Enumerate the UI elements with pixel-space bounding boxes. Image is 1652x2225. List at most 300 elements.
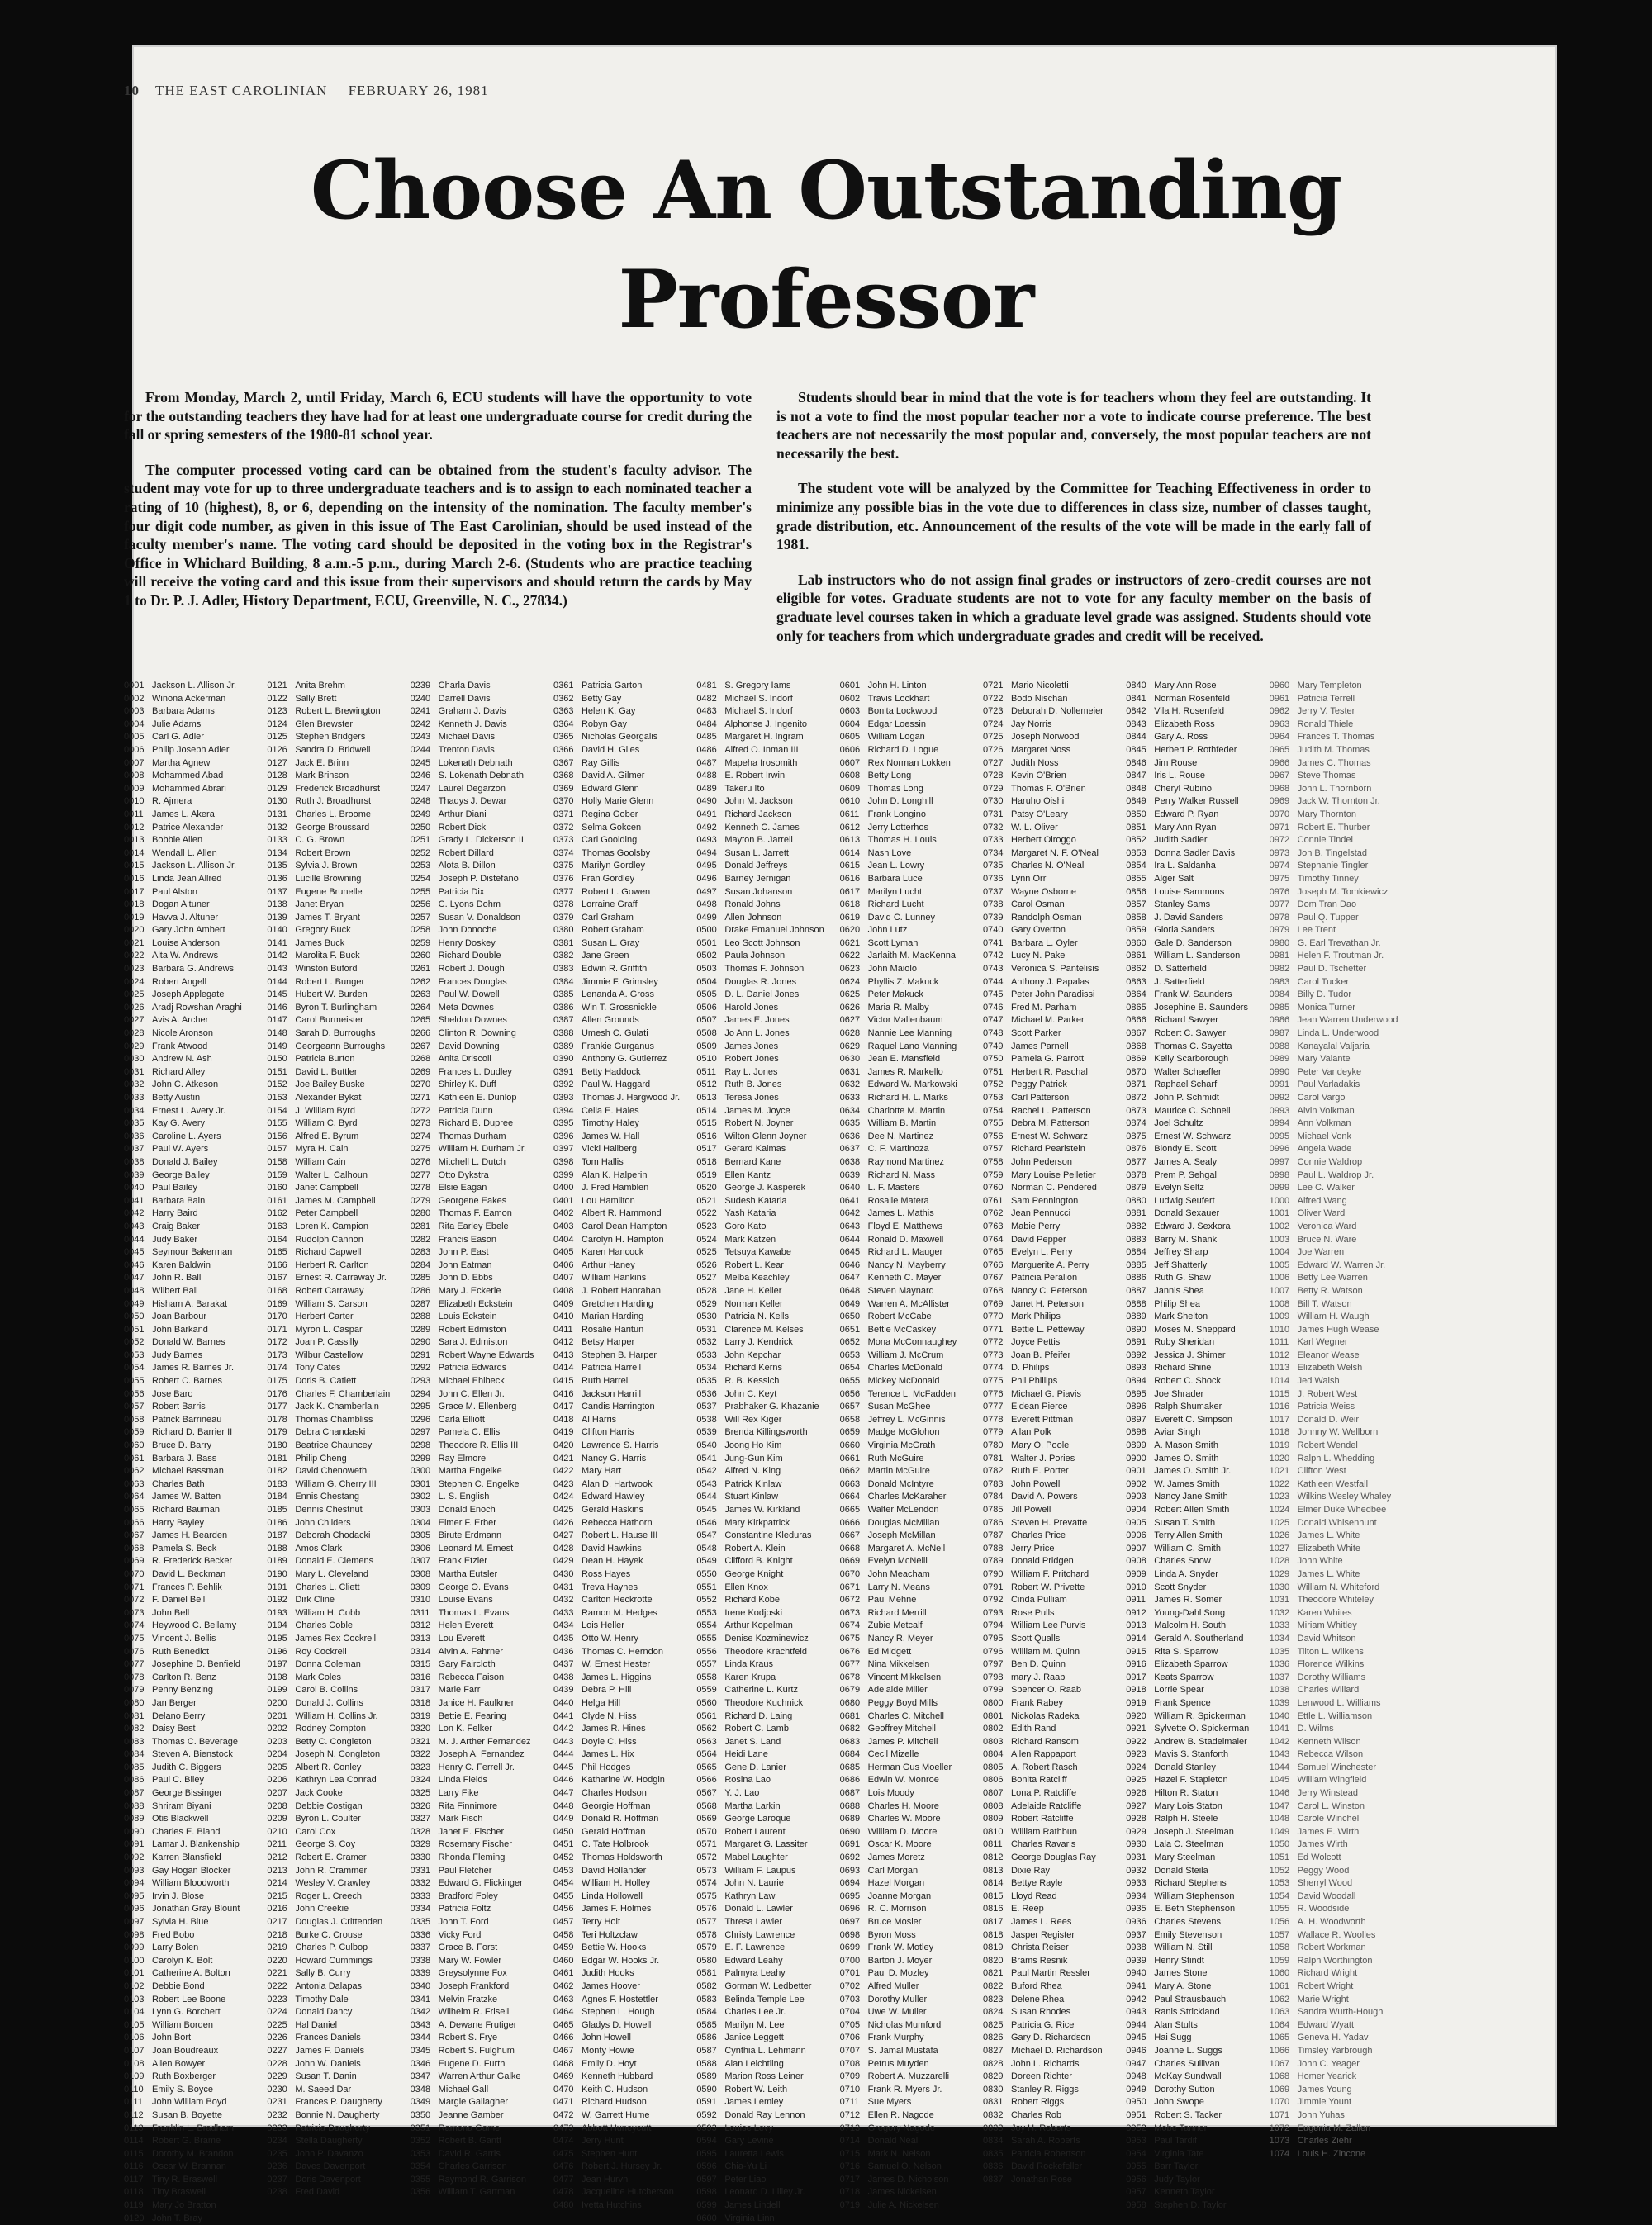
- faculty-name: Robert A. Klein: [724, 1543, 786, 1554]
- faculty-code: 0185: [267, 1505, 287, 1515]
- faculty-name: Lucy N. Pake: [1010, 951, 1066, 961]
- roster-entry: [1126, 680, 1269, 693]
- faculty-code: 0901: [1126, 1466, 1146, 1477]
- roster-entry: [267, 1362, 410, 1375]
- faculty-code: 0510: [696, 1054, 717, 1065]
- faculty-code: 0536: [696, 1388, 717, 1399]
- roster-entry: [411, 1568, 553, 1582]
- roster-entry: [1126, 757, 1269, 771]
- faculty-name: Charla Davis: [438, 681, 491, 690]
- faculty-name: Sylvia J. Brown: [295, 861, 358, 871]
- roster-entry: [124, 1877, 267, 1891]
- faculty-name: Barney Jernigan: [724, 873, 791, 884]
- roster-entry: [1126, 1723, 1269, 1736]
- faculty-code: 1060: [1269, 1968, 1290, 1979]
- roster-entry: [696, 847, 839, 861]
- faculty-code: 1025: [1269, 1517, 1290, 1528]
- roster-entry: [1270, 1053, 1412, 1066]
- roster-entry: [983, 1723, 1126, 1736]
- faculty-code: 0604: [839, 719, 861, 729]
- faculty-code: 0036: [124, 1131, 145, 1141]
- roster-entry: [696, 1955, 839, 1968]
- faculty-name: Eugene Brunelle: [295, 886, 363, 897]
- faculty-name: Jeff Shatterly: [1154, 1260, 1208, 1270]
- faculty-name: Aviar Singh: [1154, 1427, 1201, 1438]
- roster-entry: [267, 1478, 410, 1492]
- faculty-code: 0229: [267, 2071, 287, 2082]
- faculty-name: Susan B. Boyette: [152, 2109, 222, 2120]
- faculty-code: 1009: [1269, 1312, 1290, 1322]
- faculty-name: Frederick Broadhurst: [295, 783, 381, 794]
- faculty-code: 0072: [124, 1595, 145, 1606]
- faculty-name: William R. Spickerman: [1154, 1710, 1246, 1721]
- faculty-name: Paula Johnson: [724, 951, 786, 961]
- faculty-code: 0209: [267, 1814, 287, 1824]
- faculty-name: William H. Collins Jr.: [295, 1710, 378, 1721]
- faculty-name: Otis Blackwell: [152, 1814, 209, 1824]
- roster-entry: [1270, 860, 1412, 873]
- faculty-name: Rose Pulls: [1010, 1607, 1055, 1618]
- faculty-code: 0296: [410, 1414, 431, 1425]
- roster-entry: [696, 1079, 839, 1092]
- roster-entry: [1270, 1697, 1412, 1710]
- faculty-name: Adelaide Ratcliffe: [1010, 1800, 1082, 1811]
- faculty-name: Eldean Pierce: [1010, 1402, 1068, 1412]
- faculty-code: 0172: [267, 1337, 287, 1348]
- faculty-code: 0821: [982, 1968, 1004, 1979]
- faculty-code: 0925: [1126, 1775, 1146, 1786]
- faculty-code: 0983: [1269, 976, 1290, 987]
- roster-entry: [124, 1350, 267, 1363]
- faculty-name: Tiny Braswell: [152, 2187, 206, 2198]
- roster-entry: [840, 1041, 983, 1054]
- faculty-code: 0567: [696, 1788, 717, 1799]
- faculty-name: Howard Cummings: [295, 1955, 373, 1966]
- roster-entry: [1126, 809, 1269, 822]
- faculty-code: 1005: [1269, 1260, 1290, 1270]
- faculty-name: Jackson L. Allison Jr.: [152, 861, 237, 871]
- faculty-code: 0280: [410, 1208, 431, 1219]
- roster-entry: [696, 731, 839, 744]
- faculty-code: 0660: [839, 1440, 861, 1451]
- faculty-code: 0882: [1126, 1221, 1146, 1231]
- faculty-name: Charles McKaraher: [867, 1492, 947, 1502]
- roster-entry: [696, 1543, 839, 1556]
- faculty-name: Clifton West: [1297, 1466, 1346, 1477]
- faculty-code: 0182: [267, 1466, 287, 1477]
- faculty-code: 0582: [696, 1981, 717, 1991]
- faculty-name: Frank Etzler: [438, 1556, 487, 1567]
- roster-entry: [553, 1027, 696, 1041]
- roster-entry: [1270, 1401, 1412, 1414]
- roster-entry: [1126, 1916, 1269, 1929]
- roster-entry: [840, 1260, 983, 1273]
- roster-entry: [840, 770, 983, 783]
- faculty-code: 0456: [553, 1904, 574, 1914]
- faculty-code: 0954: [1126, 2148, 1146, 2159]
- faculty-name: Monty Howie: [581, 2045, 634, 2056]
- faculty-name: Nickolas Radeka: [1010, 1710, 1080, 1721]
- roster-entry: [696, 1981, 839, 1994]
- roster-entry: [983, 1865, 1126, 1878]
- faculty-code: 0250: [410, 822, 431, 833]
- roster-entry: [1126, 1800, 1269, 1814]
- faculty-code: 0344: [410, 2033, 431, 2043]
- faculty-code: 0245: [410, 757, 431, 768]
- faculty-code: 0488: [696, 771, 717, 781]
- faculty-code: 0886: [1126, 1273, 1146, 1283]
- faculty-name: Carlton Heckrotte: [581, 1595, 653, 1606]
- faculty-name: Donna Coleman: [295, 1659, 361, 1670]
- faculty-code: 0155: [267, 1118, 287, 1129]
- roster-entry: [124, 886, 267, 899]
- roster-entry: [840, 2174, 983, 2187]
- faculty-code: 1065: [1269, 2033, 1290, 2043]
- faculty-code: 0806: [982, 1775, 1004, 1786]
- faculty-code: 0859: [1126, 925, 1146, 936]
- faculty-name: Monica Turner: [1297, 1002, 1355, 1013]
- roster-entry: [1126, 1375, 1269, 1388]
- roster-entry: [553, 1388, 696, 1402]
- faculty-name: Jerry Winstead: [1297, 1788, 1358, 1799]
- faculty-code: 0951: [1126, 2109, 1146, 2120]
- faculty-code: 0910: [1126, 1582, 1146, 1592]
- faculty-name: Elizabeth Ross: [1154, 719, 1215, 729]
- faculty-code: 0261: [410, 964, 431, 975]
- faculty-code: 1043: [1269, 1749, 1290, 1760]
- faculty-code: 0469: [553, 2071, 574, 2082]
- roster-entry: [840, 2135, 983, 2148]
- faculty-name: John Powell: [1010, 1478, 1061, 1489]
- faculty-name: Robert Angell: [152, 976, 207, 987]
- faculty-code: 0948: [1126, 2071, 1146, 2082]
- faculty-code: 0748: [982, 1028, 1004, 1039]
- faculty-code: 0589: [696, 2071, 717, 2082]
- faculty-code: 0482: [696, 693, 717, 704]
- faculty-code: 0801: [982, 1710, 1004, 1721]
- faculty-code: 0279: [410, 1195, 431, 1206]
- roster-entry: [267, 1414, 410, 1427]
- roster-entry: [411, 1517, 553, 1530]
- roster-entry: [696, 1594, 839, 1607]
- faculty-name: Emily S. Boyce: [152, 2084, 213, 2095]
- faculty-name: Gerard Kalmas: [724, 1144, 786, 1155]
- faculty-name: Joan P. Cassilly: [295, 1337, 359, 1348]
- faculty-name: Hazel F. Stapleton: [1154, 1775, 1228, 1786]
- roster-entry: [840, 693, 983, 706]
- faculty-name: Henry Stindt: [1154, 1955, 1204, 1966]
- faculty-name: Paul W. Haggard: [581, 1079, 651, 1090]
- faculty-name: Sylvette O. Spickerman: [1154, 1724, 1250, 1734]
- roster-entry: [1126, 1646, 1269, 1659]
- faculty-name: Mary Lois Staton: [1154, 1800, 1222, 1811]
- faculty-code: 0346: [410, 2058, 431, 2069]
- roster-entry: [553, 2148, 696, 2161]
- roster-entry: [1126, 770, 1269, 783]
- faculty-code: 0383: [553, 964, 574, 975]
- roster-entry: [983, 1041, 1126, 1054]
- headline-line-1: Choose An Outstanding: [310, 144, 1342, 237]
- faculty-name: John L. Thornborn: [1297, 783, 1372, 794]
- faculty-code: 0546: [696, 1517, 717, 1528]
- faculty-name: George Broussard: [295, 822, 370, 833]
- faculty-code: 0918: [1126, 1685, 1146, 1696]
- faculty-code: 0168: [267, 1285, 287, 1296]
- faculty-code: 1072: [1269, 2123, 1290, 2133]
- faculty-name: George Laroque: [724, 1814, 791, 1824]
- faculty-name: James O. Smith Jr.: [1154, 1466, 1232, 1477]
- faculty-code: 0975: [1269, 873, 1290, 884]
- roster-entry: [553, 2071, 696, 2084]
- roster-entry: [1126, 1813, 1269, 1826]
- faculty-name: Mark N. Nelson: [867, 2148, 931, 2159]
- faculty-code: 0702: [839, 1981, 861, 1991]
- faculty-name: Kanayalal Valjaria: [1297, 1041, 1370, 1051]
- faculty-name: Lou Hamilton: [581, 1195, 635, 1206]
- roster-entry: [411, 1955, 553, 1968]
- roster-entry: [267, 1852, 410, 1865]
- roster-entry: [267, 1543, 410, 1556]
- roster-entry: [411, 1079, 553, 1092]
- faculty-name: Karen Whites: [1297, 1607, 1352, 1618]
- roster-entry: [124, 1942, 267, 1955]
- roster-entry: [983, 2109, 1126, 2123]
- faculty-name: S. Gregory Iams: [724, 681, 791, 690]
- roster-entry: [696, 834, 839, 847]
- roster-entry: [1270, 2045, 1412, 2058]
- roster-entry: [124, 795, 267, 809]
- faculty-code: 0866: [1126, 1015, 1146, 1026]
- roster-entry: [1126, 1852, 1269, 1865]
- roster-entry: [696, 1207, 839, 1221]
- faculty-code: 0833: [982, 2123, 1004, 2133]
- roster-entry: [696, 912, 839, 925]
- roster-entry: [411, 1697, 553, 1710]
- faculty-name: Samuel O. Nelson: [867, 2161, 942, 2172]
- roster-entry: [1270, 1891, 1412, 1904]
- faculty-name: Petrus Muyden: [867, 2058, 929, 2069]
- roster-entry: [124, 2174, 267, 2187]
- faculty-code: 0428: [553, 1543, 574, 1554]
- roster-entry: [1270, 693, 1412, 706]
- faculty-name: Elmer F. Erber: [438, 1517, 496, 1528]
- faculty-name: Robert Wayne Edwards: [438, 1350, 534, 1360]
- faculty-name: William Rathbun: [1010, 1826, 1078, 1837]
- faculty-code: 0734: [982, 847, 1004, 858]
- roster-entry: [267, 1285, 410, 1298]
- faculty-code: 0395: [553, 1118, 574, 1129]
- roster-entry: [411, 1182, 553, 1195]
- faculty-name: Donna Sadler Davis: [1154, 847, 1236, 858]
- faculty-name: Mark Fisch: [438, 1814, 483, 1824]
- faculty-code: 0540: [696, 1440, 717, 1451]
- faculty-code: 0441: [553, 1710, 574, 1721]
- faculty-code: 0958: [1126, 2200, 1146, 2211]
- faculty-code: 0574: [696, 1878, 717, 1889]
- faculty-code: 0439: [553, 1685, 574, 1696]
- faculty-code: 0580: [696, 1955, 717, 1966]
- faculty-code: 0343: [410, 2019, 431, 2030]
- faculty-code: 0233: [267, 2123, 287, 2133]
- roster-entry: [124, 950, 267, 963]
- faculty-name: George Bailey: [152, 1169, 210, 1180]
- faculty-name: Edward Leahy: [724, 1955, 783, 1966]
- faculty-code: 0742: [982, 951, 1004, 961]
- faculty-code: 0424: [553, 1492, 574, 1502]
- faculty-code: 0877: [1126, 1156, 1146, 1167]
- roster-entry: [696, 809, 839, 822]
- roster-entry: [696, 1672, 839, 1685]
- roster-entry: [696, 1350, 839, 1363]
- roster-entry: [411, 1066, 553, 1079]
- roster-entry: [553, 1207, 696, 1221]
- faculty-code: 0969: [1269, 796, 1290, 807]
- roster-entry: [1126, 912, 1269, 925]
- roster-entry: [696, 1105, 839, 1118]
- faculty-name: J. Fred Hamblen: [581, 1183, 649, 1193]
- faculty-name: Mary O. Poole: [1010, 1440, 1070, 1451]
- faculty-code: 0834: [982, 2136, 1004, 2147]
- faculty-code: 0637: [839, 1144, 861, 1155]
- roster-entry: [1270, 1336, 1412, 1350]
- roster-entry: [983, 1478, 1126, 1492]
- roster-entry: [983, 924, 1126, 937]
- faculty-name: Gretchen Harding: [581, 1298, 653, 1309]
- roster-entry: [124, 1221, 267, 1234]
- faculty-name: James R. Hines: [581, 1724, 646, 1734]
- faculty-name: Kenneth C. Mayer: [867, 1273, 942, 1283]
- faculty-name: Paul Alston: [152, 886, 198, 897]
- faculty-code: 0314: [410, 1646, 431, 1657]
- faculty-code: 0758: [982, 1156, 1004, 1167]
- roster-entry: [1270, 1838, 1412, 1852]
- roster-entry: [553, 1555, 696, 1568]
- faculty-code: 0334: [410, 1904, 431, 1914]
- roster-entry: [267, 1877, 410, 1891]
- faculty-code: 0436: [553, 1646, 574, 1657]
- faculty-name: Helen K. Gay: [581, 706, 636, 717]
- faculty-name: Brams Resnik: [1010, 1955, 1068, 1966]
- roster-entry: [411, 1646, 553, 1659]
- roster-entry: [267, 744, 410, 757]
- roster-entry: [1126, 1079, 1269, 1092]
- roster-entry: [1270, 1234, 1412, 1247]
- faculty-code: 0352: [410, 2136, 431, 2147]
- roster-entry: [411, 1543, 553, 1556]
- faculty-name: Margaret N. F. O'Neal: [1010, 847, 1099, 858]
- faculty-name: Sherryl Wood: [1297, 1878, 1353, 1889]
- faculty-name: Jose Baro: [152, 1388, 193, 1399]
- faculty-name: Robert L. Hause III: [581, 1530, 658, 1541]
- roster-entry: [1270, 1555, 1412, 1568]
- faculty-name: Nancy G. Harris: [581, 1453, 647, 1464]
- faculty-code: 0378: [553, 899, 574, 910]
- faculty-code: 0227: [267, 2045, 287, 2056]
- faculty-code: 0778: [982, 1414, 1004, 1425]
- faculty-name: James L. Mathis: [867, 1208, 934, 1219]
- faculty-code: 0847: [1126, 771, 1146, 781]
- roster-entry: [1126, 1182, 1269, 1195]
- faculty-code: 1064: [1269, 2019, 1290, 2030]
- roster-entry: [553, 1156, 696, 1169]
- faculty-name: George Douglas Ray: [1010, 1853, 1096, 1863]
- roster-entry: [983, 1298, 1126, 1312]
- faculty-name: Pamela C. Ellis: [438, 1427, 501, 1438]
- faculty-code: 0151: [267, 1066, 287, 1077]
- faculty-code: 0092: [124, 1853, 145, 1863]
- roster-entry: [983, 680, 1126, 693]
- roster-entry: [124, 1543, 267, 1556]
- faculty-code: 0093: [124, 1865, 145, 1876]
- faculty-name: James Hugh Wease: [1297, 1324, 1379, 1335]
- roster-entry: [124, 1826, 267, 1839]
- faculty-code: 0087: [124, 1788, 145, 1799]
- roster-entry: [1270, 899, 1412, 912]
- faculty-name: Karen Hancock: [581, 1247, 644, 1258]
- faculty-code: 0392: [553, 1079, 574, 1090]
- faculty-code: 0484: [696, 719, 717, 729]
- roster-entry: [696, 1852, 839, 1865]
- faculty-code: 0463: [553, 1994, 574, 2004]
- faculty-code: 0317: [410, 1685, 431, 1696]
- faculty-name: Allen Grounds: [581, 1015, 639, 1026]
- faculty-name: Edgar Loessin: [867, 719, 926, 729]
- roster-entry: [124, 2084, 267, 2097]
- faculty-name: Rebecca Hathorn: [581, 1517, 653, 1528]
- roster-entry: [1126, 1877, 1269, 1891]
- faculty-name: Richard Stephens: [1154, 1878, 1227, 1889]
- faculty-code: 0397: [553, 1144, 574, 1155]
- faculty-name: Barbara Bain: [152, 1195, 206, 1206]
- faculty-name: Thomas F. Eamon: [438, 1208, 512, 1219]
- faculty-code: 0433: [553, 1607, 574, 1618]
- faculty-code: 0282: [410, 1234, 431, 1245]
- faculty-code: 0810: [982, 1826, 1004, 1837]
- faculty-code: 0697: [839, 1917, 861, 1927]
- faculty-code: 0222: [267, 1981, 287, 1991]
- roster-entry: [124, 1762, 267, 1775]
- faculty-code: 0158: [267, 1156, 287, 1167]
- roster-entry: [124, 2096, 267, 2109]
- faculty-name: Christa Reiser: [1010, 1943, 1069, 1953]
- faculty-code: 0956: [1126, 2174, 1146, 2185]
- faculty-code: 0537: [696, 1402, 717, 1412]
- faculty-code: 0328: [410, 1826, 431, 1837]
- roster-entry: [1126, 1710, 1269, 1724]
- faculty-name: Richard Shine: [1154, 1363, 1212, 1373]
- faculty-code: 0132: [267, 822, 287, 833]
- faculty-name: Peggy Patrick: [1010, 1079, 1067, 1090]
- faculty-code: 0625: [839, 989, 861, 1000]
- faculty-code: 0771: [982, 1324, 1004, 1335]
- faculty-name: Kay G. Avery: [152, 1118, 205, 1129]
- roster-entry: [1270, 1014, 1412, 1027]
- faculty-name: Hai Sugg: [1154, 2033, 1192, 2043]
- faculty-code: 0533: [696, 1350, 717, 1360]
- faculty-name: Doyle C. Hiss: [581, 1736, 637, 1747]
- faculty-name: Peggy Wood: [1297, 1865, 1350, 1876]
- faculty-code: 0417: [553, 1402, 574, 1412]
- roster-entry: [983, 1967, 1126, 1981]
- roster-entry: [1126, 2135, 1269, 2148]
- faculty-name: Arthur Kopelman: [724, 1620, 793, 1631]
- faculty-name: Seymour Bakerman: [152, 1247, 233, 1258]
- faculty-code: 0049: [124, 1298, 145, 1309]
- roster-entry: [411, 1672, 553, 1685]
- faculty-name: Rosina Lao: [724, 1775, 771, 1786]
- roster-entry: [840, 2071, 983, 2084]
- faculty-code: 0254: [410, 873, 431, 884]
